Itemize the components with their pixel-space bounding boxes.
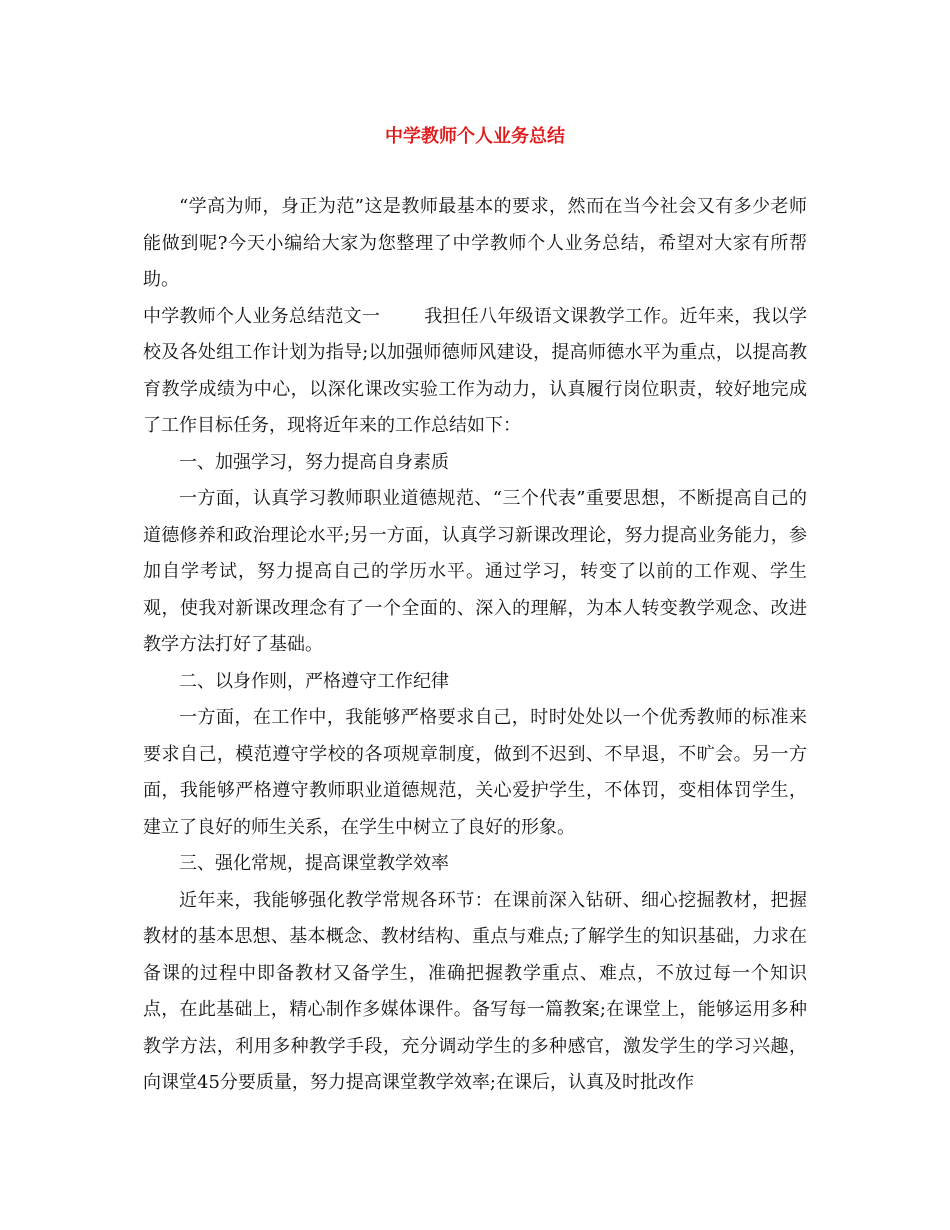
- paragraph-3: 近年来，我能够强化教学常规各环节：在课前深入钻研、细心挖掘教材，把握教材的基本思想、基本概念、教材结构、重点与难点;了解学生的知识基础，力求在备课的过程中即备教材又备学生，准确把握教学重点、难点，不放过每一个知识点，在此基础上，精心制作多媒体课件。备写每一篇教案;在课堂上，能够运用多种教学方法，利用多种教学手段，充分调动学生的多种感官，激发学生的学习兴趣，向课堂45分要质量，努力提高课堂教学效率;在课后，认真及时批改作: [143, 889, 807, 1093]
- document-title: 中学教师个人业务总结: [385, 126, 565, 147]
- intro-paragraph: “学高为师，身正为范”这是教师最基本的要求，然而在当今社会又有多少老师能做到呢?今天小编给大家为您整理了中学教师个人业务总结，希望对大家有所帮助。: [143, 196, 807, 290]
- heading-3: 三、强化常规，提高课堂教学效率: [179, 853, 449, 874]
- section-label: 中学教师个人业务总结范文一: [143, 305, 381, 327]
- document-body: [143, 189, 807, 1102]
- paragraph-2: 一方面，在工作中，我能够严格要求自己，时时处处以一个优秀教师的标准来要求自己，模范遵守学校的各项规章制度，做到不迟到、不早退，不旷会。另一方面，我能够严格遵守教师职业道德规范，关心爱护学生，不体罚，变相体罚学生，建立了良好的师生关系，在学生中树立了良好的形象。: [143, 707, 807, 838]
- heading-2: 二、以身作则，严格遵守工作纪律: [179, 670, 449, 692]
- section-paragraph: [143, 299, 807, 445]
- paragraph-1: 一方面，认真学习教师职业道德规范、“三个代表”重要思想，不断提高自己的道德修养和政治理论水平;另一方面，认真学习新课改理论，努力提高业务能力，参加自学考试，努力提高自己的学历水平。通过学习，转变了以前的工作观、学生观，使我对新课改理念有了一个全面的、深入的理解，为本人转变教学观念、改进教学方法打好了基础。: [143, 488, 807, 655]
- section-lead: 我担任八年级语文课教学工作。近年来，我以学校及各处组工作计划为指导;以加强师德师风建设，提高师德水平为重点，以提高教育教学成绩为中心，以深化课改实验工作为动力，认真履行岗位职责，较好地完成了工作目标任务，现将近年来的工作总结如下：: [143, 305, 808, 436]
- heading-1: 一、加强学习，努力提高自身素质: [179, 451, 449, 473]
